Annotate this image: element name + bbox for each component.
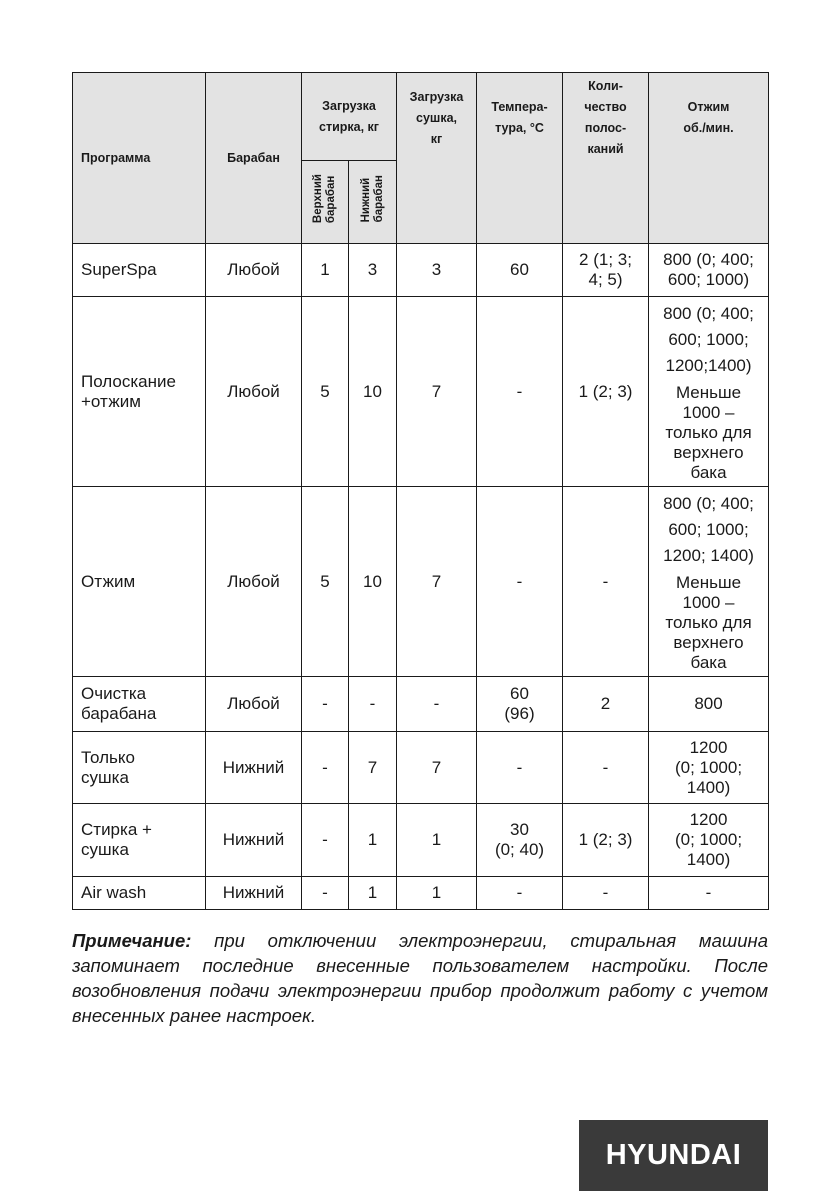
row-rinse-count: 1 (2; 3) [563, 297, 649, 487]
table-row [73, 677, 769, 732]
row-drum: Любой [206, 244, 302, 297]
table-row [73, 244, 769, 297]
row-spin: 800 (0; 400; 600; 1000; 1200; 1400) Меньше 1000 – только для верхнего бака [649, 487, 769, 677]
row-rinse-count: - [563, 487, 649, 677]
row-temperature: - [477, 732, 563, 804]
row-rinse-count: 2 [563, 677, 649, 732]
row-lower-load: 3 [349, 244, 397, 297]
row-program: Только сушка [73, 732, 206, 804]
row-upper-load: 5 [302, 487, 349, 677]
header-drum: Барабан [206, 73, 302, 244]
row-upper-load: - [302, 804, 349, 877]
row-upper-load: - [302, 732, 349, 804]
header-lower-drum: Нижний барабан [349, 161, 397, 244]
row-spin: 800 [649, 677, 769, 732]
note-text: при отключении электроэнергии, стиральная машина запоминает последние внесенные пользователем настройки. После возобновления подачи электроэнергии прибор продолжит работу с учетом внесенных ранее настроек. [72, 930, 769, 1026]
note-label: Примечание: [72, 930, 192, 951]
header-upper-drum: Верхний барабан [302, 161, 349, 244]
row-dry-load: 7 [397, 297, 477, 487]
row-dry-load: 1 [397, 877, 477, 910]
row-spin: 800 (0; 400; 600; 1000) [649, 244, 769, 297]
table-row [73, 487, 769, 677]
row-lower-load: - [349, 677, 397, 732]
row-drum: Любой [206, 297, 302, 487]
row-lower-load: 10 [349, 487, 397, 677]
row-drum: Нижний [206, 804, 302, 877]
row-rinse-count: - [563, 732, 649, 804]
row-drum: Любой [206, 487, 302, 677]
row-program: Полоскание +отжим [73, 297, 206, 487]
row-dry-load: 7 [397, 487, 477, 677]
row-program: Очистка барабана [73, 677, 206, 732]
row-lower-load: 1 [349, 804, 397, 877]
table-row [73, 732, 769, 804]
row-rinse-count: - [563, 877, 649, 910]
program-table [72, 72, 769, 910]
row-program: Стирка + сушка [73, 804, 206, 877]
row-program: Отжим [73, 487, 206, 677]
row-temperature: 60 (96) [477, 677, 563, 732]
header-wash-load: Загрузка стирка, кг [302, 73, 397, 161]
header-dry-load: Загрузка сушка, кг [397, 73, 477, 244]
row-upper-load: - [302, 677, 349, 732]
row-lower-load: 7 [349, 732, 397, 804]
row-temperature: - [477, 877, 563, 910]
header-rinse-count: Коли- чество полос- каний [563, 73, 649, 244]
row-lower-load: 1 [349, 877, 397, 910]
table-row [73, 877, 769, 910]
row-spin: - [649, 877, 769, 910]
row-temperature: - [477, 297, 563, 487]
row-upper-load: 1 [302, 244, 349, 297]
row-program: SuperSpa [73, 244, 206, 297]
row-rinse-count: 2 (1; 3; 4; 5) [563, 244, 649, 297]
table-row [73, 804, 769, 877]
table-row [73, 297, 769, 487]
row-program: Air wash [73, 877, 206, 910]
row-drum: Любой [206, 677, 302, 732]
row-upper-load: 5 [302, 297, 349, 487]
row-temperature: 60 [477, 244, 563, 297]
header-spin: Отжим об./мин. [649, 73, 769, 244]
row-dry-load: 3 [397, 244, 477, 297]
row-temperature: - [477, 487, 563, 677]
brand-logo: HYUNDAI [579, 1120, 768, 1191]
header-temperature: Темпера- тура, °C [477, 73, 563, 244]
row-temperature: 30 (0; 40) [477, 804, 563, 877]
row-drum: Нижний [206, 877, 302, 910]
row-dry-load: 7 [397, 732, 477, 804]
row-lower-load: 10 [349, 297, 397, 487]
row-spin: 1200 (0; 1000; 1400) [649, 804, 769, 877]
header-program: Программа [73, 73, 206, 244]
row-spin: 1200 (0; 1000; 1400) [649, 732, 769, 804]
row-drum: Нижний [206, 732, 302, 804]
note-paragraph [72, 928, 768, 1028]
row-spin: 800 (0; 400; 600; 1000; 1200;1400) Меньше 1000 – только для верхнего бака [649, 297, 769, 487]
row-rinse-count: 1 (2; 3) [563, 804, 649, 877]
row-dry-load: - [397, 677, 477, 732]
row-upper-load: - [302, 877, 349, 910]
row-dry-load: 1 [397, 804, 477, 877]
